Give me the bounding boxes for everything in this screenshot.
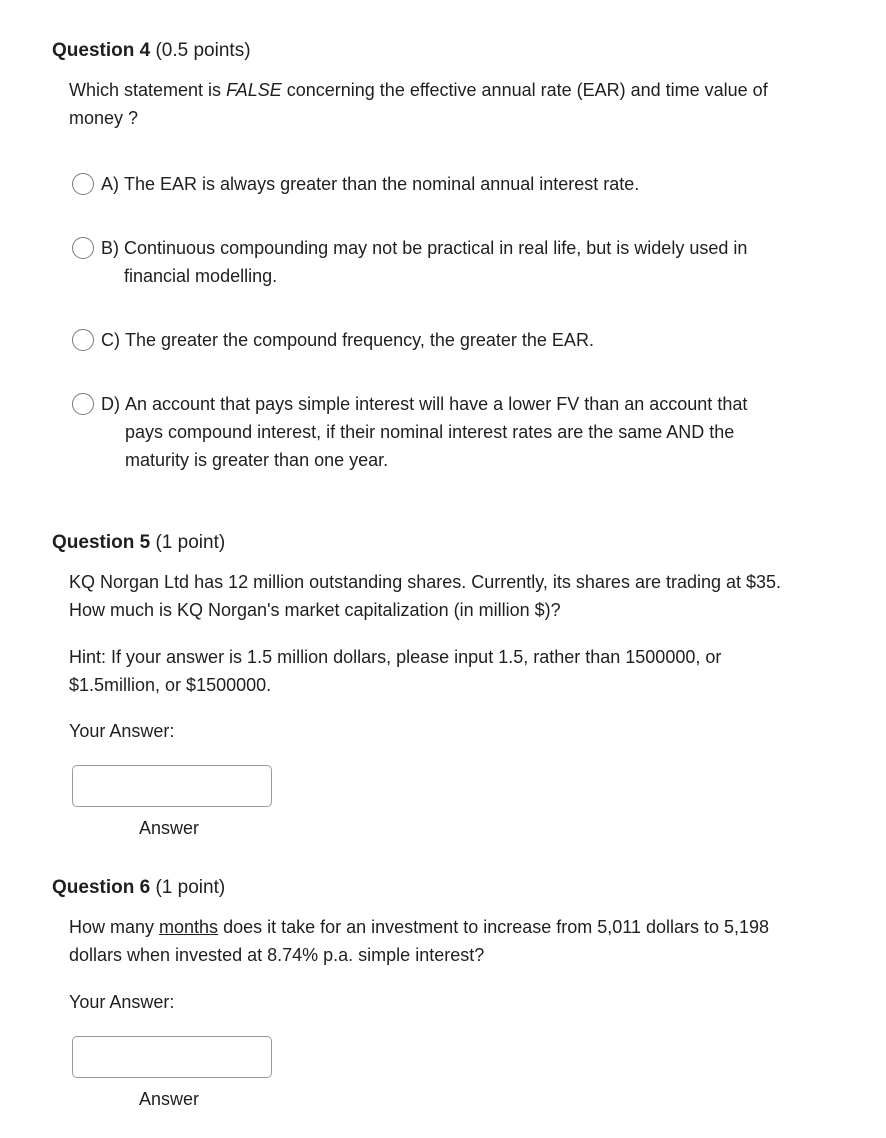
question-4-text — [69, 76, 799, 132]
option-d-letter: D) — [101, 394, 125, 414]
question-6 — [52, 876, 812, 1111]
question-6-text-after: does it take for an investment to increase from 5,011 dollars to 5,198 dollars when invested at 8.74% p.a. simple interest? — [69, 917, 770, 965]
question-5 — [52, 531, 812, 840]
question-5-answer-input[interactable] — [72, 765, 272, 807]
option-c-text: The greater the compound frequency, the greater the EAR. — [125, 330, 594, 350]
option-c-letter: C) — [101, 330, 125, 350]
question-6-text — [69, 913, 794, 969]
option-b[interactable] — [72, 234, 812, 290]
question-4 — [52, 39, 812, 474]
option-b-radio[interactable] — [72, 237, 94, 259]
option-c-radio[interactable] — [72, 329, 94, 351]
question-6-points: (1 point) — [155, 877, 226, 898]
question-4-text-before: Which statement is — [69, 80, 227, 100]
option-c[interactable] — [72, 326, 812, 354]
option-a[interactable] — [72, 170, 812, 198]
question-5-hint: Hint: If your answer is 1.5 million dollars, please input 1.5, rather than 1500000, or $1.5million, or $1500000. — [69, 647, 722, 695]
option-a-radio[interactable] — [72, 173, 94, 195]
question-6-header — [52, 876, 812, 900]
option-a-text: The EAR is always greater than the nominal annual interest rate. — [124, 174, 640, 194]
question-5-points: (1 point) — [155, 532, 226, 553]
option-d[interactable] — [72, 390, 812, 474]
question-5-header — [52, 531, 812, 555]
option-b-letter: B) — [101, 238, 125, 258]
question-5-answer-caption: Answer — [139, 818, 200, 838]
question-4-header — [52, 39, 812, 63]
question-4-label: Question 4 — [52, 40, 151, 61]
question-5-label: Question 5 — [52, 532, 151, 553]
option-d-text: An account that pays simple interest will have a lower FV than an account that pays compound interest, if their nominal interest rates are the same AND the maturity is greater than one year. — [125, 394, 748, 470]
question-5-your-answer-label: Your Answer: — [69, 721, 175, 741]
question-6-answer-input[interactable] — [72, 1036, 272, 1078]
question-6-label: Question 6 — [52, 877, 151, 898]
option-b-text: Continuous compounding may not be practical in real life, but is widely used in financial modelling. — [124, 238, 748, 286]
question-6-answer-caption: Answer — [139, 1089, 200, 1109]
question-6-text-before: How many — [69, 917, 160, 937]
option-a-letter: A) — [101, 174, 125, 194]
question-4-text-after: concerning the effective annual rate (EAR) and time value of money ? — [69, 80, 768, 128]
question-6-your-answer-label: Your Answer: — [69, 992, 175, 1012]
question-4-text-emphasis: FALSE — [226, 80, 282, 100]
question-5-text: KQ Norgan Ltd has 12 million outstanding shares. Currently, its shares are trading at $35. How much is KQ Norgan's market capitalization (in million $)? — [69, 572, 782, 620]
option-d-radio[interactable] — [72, 393, 94, 415]
question-4-points: (0.5 points) — [155, 40, 251, 61]
question-6-text-months: months — [159, 917, 219, 937]
